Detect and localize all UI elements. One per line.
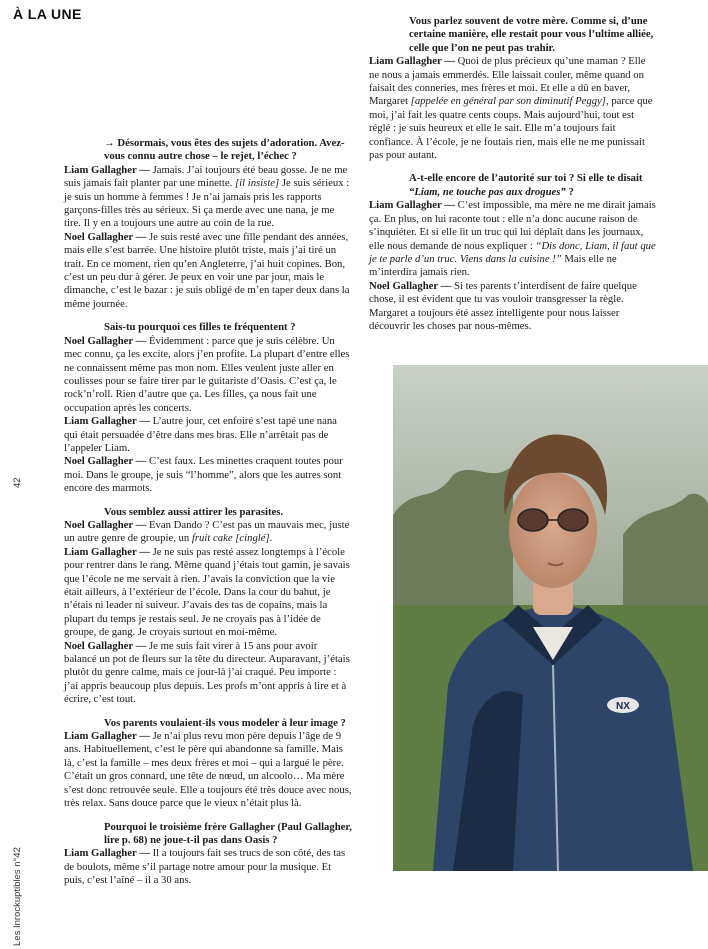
speaker-name: Liam Gallagher — (369, 199, 455, 212)
speaker-name: Liam Gallagher — (369, 55, 455, 68)
section-rubric: À LA UNE (13, 6, 82, 22)
speaker-name: Noel Gallagher — (64, 334, 147, 347)
interview-question: Vos parents voulaient-ils vous modeler à leur image ? (104, 716, 346, 729)
jacket-logo: NX (616, 701, 630, 712)
interview-column-right (369, 15, 658, 333)
interview-question: Pourquoi le troisième frère Gallagher (Paul Gallagher, lire p. 68) ne joue-t-il pas dans Oasis ? (104, 820, 352, 846)
interview-answer: Noel Gallagher — Evan Dando ? C’est pas un mauvais mec, juste un autre genre de groupie, un fruit cake [cinglé]. (64, 518, 350, 545)
interview-column-left (64, 137, 352, 888)
interview-question: Vous parlez souvent de votre mère. Comme si, d’une certaine manière, elle restait pour vous l’ultime alliée, celle que l’on ne peut pas trahir. (409, 15, 654, 54)
sunglasses-lens-right (558, 509, 588, 531)
face (509, 472, 597, 588)
interview-answer: Liam Gallagher — Il a toujours fait ses trucs de son côté, des tas de boulots, même s’il partage notre amour pour la musique. Et puis, c’est l’aîné – il a 30 ans. (64, 847, 346, 887)
interview-question: Sais-tu pourquoi ces filles te fréquentent ? (104, 321, 296, 334)
interview-answer: Liam Gallagher — Je ne suis pas resté assez longtemps à l’école pour rentrer dans le rang. Même quand j’étais tout gamin, je savais que l’école ne me servait à rien. J’avais la conviction que la vie était ailleurs, à l’extérieur de l’école. Dans la cour du bahut, je n’étais ni leader ni suiveur. J’avais des tas de copains, mais la plupart du temps je restais seul. Je ne croyais pas à l’idée de groupe, de gang. Je croyais surtout en moi-même. (64, 545, 350, 639)
interview-answer: Noel Gallagher — C’est faux. Les minettes craquent toutes pour moi. Dans le groupe, je suis “l’homme”, alors que les autres sont encore des marmots. (64, 455, 343, 495)
interview-answer: Liam Gallagher — Je n’ai plus revu mon père depuis l’âge de 9 ans. Habituellement, c’est le père qui abandonne sa famille. Mais là, c’est la famille – mes deux frères et moi – qui a largué le père. C’était un gros connard, une tête de nœud, un alcoolo… Ma mère s’est donc retrouvée seule. Elle a toujours été très douce avec nous, très relax. Sans douce parce que le vieux n’était plus là. (64, 730, 352, 810)
page-number: 42 (12, 477, 23, 488)
speaker-name: Liam Gallagher — (64, 163, 150, 176)
speaker-name: Noel Gallagher — (64, 230, 147, 243)
portrait-illustration (393, 365, 708, 871)
speaker-name: Liam Gallagher — (64, 415, 150, 428)
interview-answer: Liam Gallagher — L’autre jour, cet enfoiré s’est tapé une nana qui était persuadée d’être dans mes bras. Elle n’arrêtait pas de l’appeler Liam. (64, 415, 337, 454)
sunglasses-lens-left (518, 509, 548, 531)
interview-answer: Noel Gallagher — Évidemment : parce que je suis célèbre. Un mec connu, ça les excite, alors j’en profite. La plupart d’entre elles ne connaissent même pas mon nom. Elles veulent juste aller en coulisses pour se faire tirer par le guitariste d’Oasis. C’est ça, le rock’n’roll. Rien d’autre que ça. Les filles, ça nous fait une occupation après les concerts. (64, 334, 350, 414)
speaker-name: Liam Gallagher — (64, 847, 150, 860)
interview-answer: Noel Gallagher — Je me suis fait virer à 15 ans pour avoir balancé un pot de fleurs sur la tête du directeur. Auparavant, j’étais plutôt du genre calme, mais ce jour-là j’ai craqué. Peu importe : j’ai appris beaucoup plus depuis. Les profs m’ont appris à lire et à écrire, c’est tout. (64, 639, 350, 706)
interview-answer: Liam Gallagher — Quoi de plus précieux qu’une maman ? Elle ne nous a jamais emmerdés. Elle laissait couler, même quand on faisait des conneries, mes frères et moi. Et elle a dû en baver, Margaret [appelée en général par son diminutif Peggy], parce que moi, j’ai fait les quatre cents coups. Mais aujourd’hui, tout est réglé : je suis heureux et elle le sait. Elle m’a toujours fait confiance. À l’école, je ne foutais rien, mais elle ne me punissait pas pour autant. (369, 55, 653, 162)
speaker-name: Liam Gallagher — (64, 545, 150, 558)
interview-question: → Désormais, vous êtes des sujets d’adoration. Avez-vous connu autre chose – le rejet, l’échec ? (104, 137, 345, 163)
speaker-name: Liam Gallagher — (64, 730, 150, 743)
speaker-name: Noel Gallagher — (64, 639, 147, 652)
portrait-photo (393, 365, 708, 871)
speaker-name: Noel Gallagher — (64, 518, 147, 531)
interview-answer: Liam Gallagher — C’est impossible, ma mère ne me dirait jamais ça. En plus, on lui raconte tout : elle n’a donc aucune raison de s’inquiéter. Et si elle lit un truc qui lui déplaît dans les journaux, elle nous demande de nous expliquer : “Dis donc, Liam, il faut que je te parle d’un truc. Viens dans la cuisine !” Mais elle ne m’interdira jamais rien. (369, 199, 656, 279)
interview-question: A-t-elle encore de l’autorité sur toi ? Si elle te disait “Liam, ne touche pas aux drogues” ? (409, 172, 643, 198)
magazine-folio: Les Inrockuptibles n°42 (12, 847, 23, 946)
interview-answer: Noel Gallagher — Je suis resté avec une fille pendant des années, mais elle s’est barrée. Une histoire plutôt triste, mais j’ai tiré un trait. En ce moment, rien qu’en Angleterre, j’ai huit copines. Bon, c’est un peu dur à gérer. Je peux en voir une par jour, mais le dimanche, c’est le bazar : je suis obligé de m’en taper deux dans la même journée. (64, 230, 350, 310)
speaker-name: Noel Gallagher — (64, 455, 147, 468)
interview-question: Vous semblez aussi attirer les parasites. (104, 505, 284, 518)
interview-answer: Liam Gallagher — Jamais. J’ai toujours été beau gosse. Je ne me suis jamais fait planter par une minette. [il insiste] Je suis sérieux : je suis un homme à femmes ! Je n’ai jamais pris les rapports garçons-filles très au sérieux. Si ça merde avec une nana, je me tire. Il y en a toujours une autre au coin de la rue. (64, 163, 350, 230)
interview-answer: Noel Gallagher — Si tes parents t’interdisent de faire quelque chose, il est évident que tu vas vouloir transgresser la règle. Margaret a toujours été assez intelligente pour nous laisser découvrir les choses par nous-mêmes. (369, 279, 637, 332)
speaker-name: Noel Gallagher — (369, 279, 452, 292)
